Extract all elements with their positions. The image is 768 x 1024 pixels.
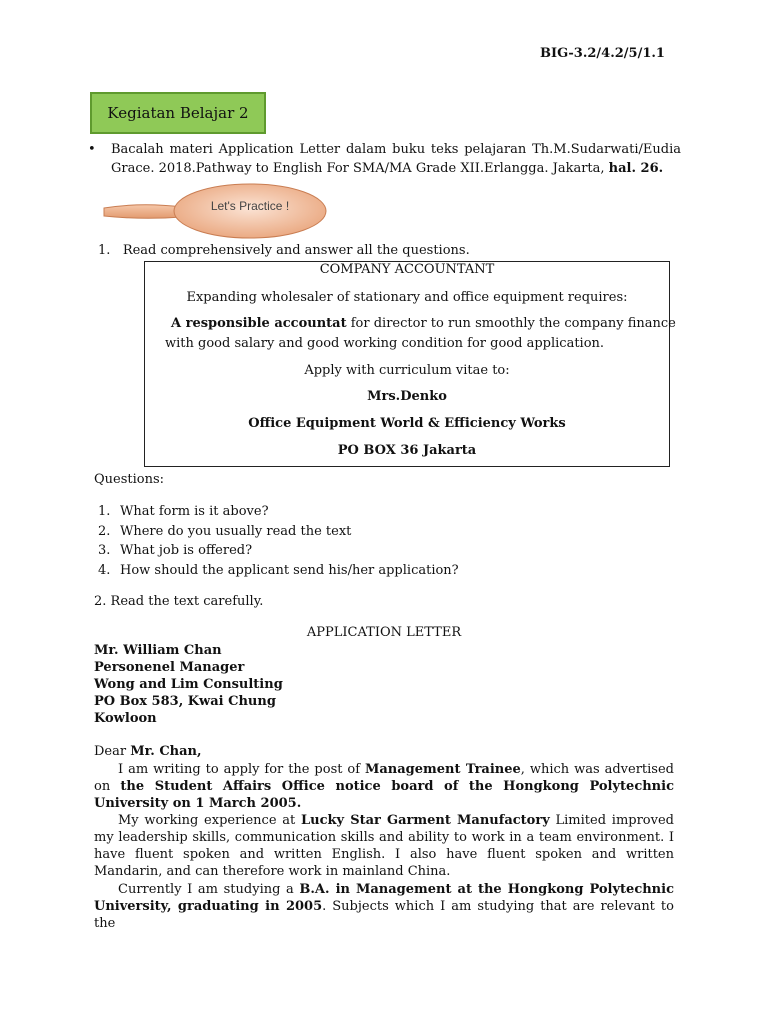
recipient-address — [94, 642, 283, 727]
ad-line-1: Expanding wholesaler of stationary and office equipment requires: — [186, 290, 628, 305]
task-2: 2. Read the text carefully. — [94, 594, 264, 609]
recipient-line: Mr. William Chan — [94, 643, 222, 658]
practice-spoon-graphic — [102, 180, 332, 240]
ad-line-4: Apply with curriculum vitae to: — [304, 363, 510, 378]
job-ad-box — [144, 261, 676, 467]
letter-paragraph-2: My working experience at Lucky Star Garment Manufactory Limited improved my leadership skills, communication skills and ability to work in a team environment. I have fluent spoken and written English. I also have fluent spoken and written Mandarin, and can therefore work in mainland China. — [94, 813, 674, 879]
bullet-icon: • — [88, 142, 96, 157]
letter-paragraph-1: I am writing to apply for the post of Management Trainee, which was advertised on the Student Affairs Office notice board of the Hongkong Polytechnic University on 1 March 2005. — [94, 762, 674, 811]
ad-address: PO BOX 36 Jakarta — [337, 443, 477, 458]
list-item: 4. How should the applicant send his/her application? — [98, 562, 459, 578]
instruction-text: Bacalah materi Application Letter dalam buku teks pelajaran Th.M.Sudarwati/Eudia Grace. 2018.Pathway to English For SMA/MA Grade XII.Erlangga. Jakarta, hal. 26. — [111, 142, 681, 176]
task-1: 1. Read comprehensively and answer all the questions. — [98, 243, 470, 258]
letter-heading: APPLICATION LETTER — [306, 625, 462, 640]
questions-label: Questions: — [94, 472, 165, 487]
activity-title-box — [90, 92, 266, 134]
recipient-line: Kowloon — [94, 711, 157, 726]
activity-title: Kegiatan Belajar 2 — [107, 104, 249, 122]
ad-line-2: A responsible accountat for director to run smoothly the company finance — [171, 316, 676, 331]
ad-contact: Mrs.Denko — [367, 389, 447, 404]
ad-line-3: with good salary and good working condition for good application. — [165, 336, 605, 351]
list-item: 3. What job is offered? — [98, 543, 253, 558]
salutation: Dear Mr. Chan, — [94, 744, 202, 759]
list-item: 2. Where do you usually read the text — [98, 523, 352, 539]
ad-company: Office Equipment World & Efficiency Works — [248, 416, 566, 431]
recipient-line: PO Box 583, Kwai Chung — [94, 694, 276, 709]
ad-title: COMPANY ACCOUNTANT — [319, 262, 495, 277]
document-code: BIG-3.2/4.2/5/1.1 — [540, 46, 665, 61]
letter-paragraph-3: Currently I am studying a B.A. in Management at the Hongkong Polytechnic University, graduating in 2005. Subjects which I am studying that are relevant to the — [94, 882, 674, 931]
recipient-line: Personenel Manager — [94, 660, 245, 675]
questions-list — [98, 502, 459, 580]
list-item: 1. What form is it above? — [98, 504, 269, 519]
practice-label: Let's Practice ! — [210, 199, 290, 213]
recipient-line: Wong and Lim Consulting — [94, 677, 283, 692]
